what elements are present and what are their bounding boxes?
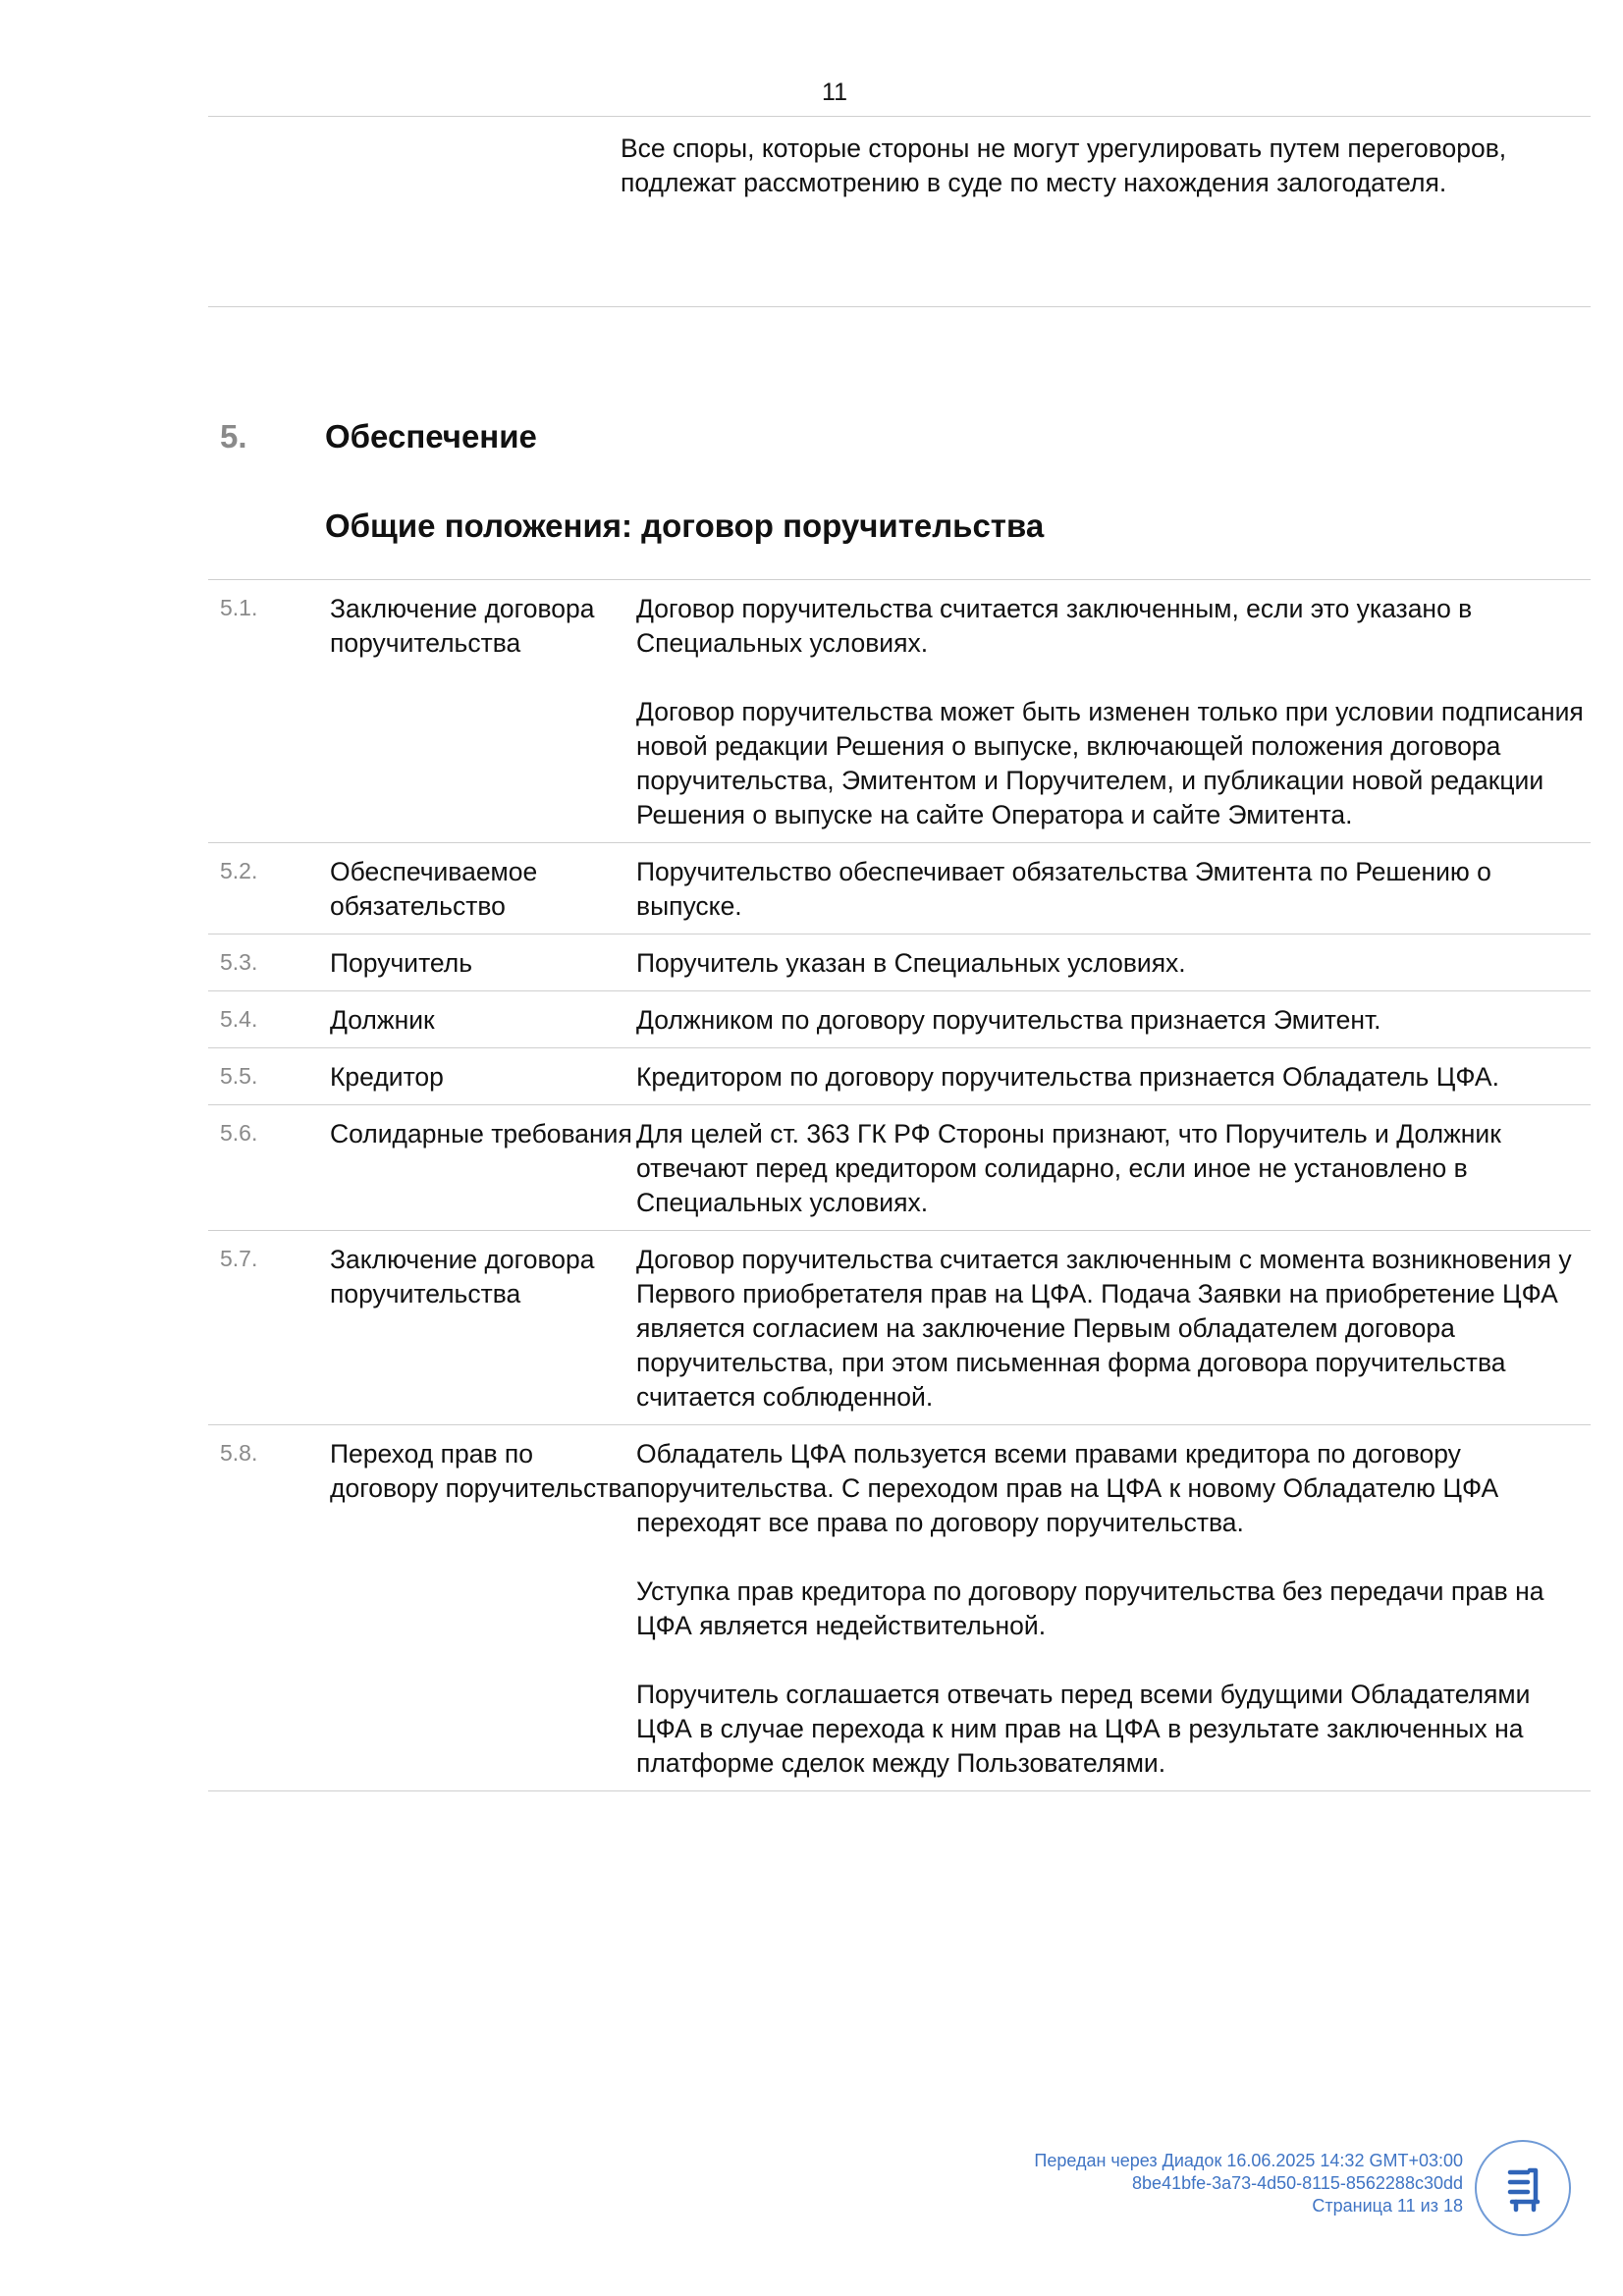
- clause-body: [636, 592, 1591, 832]
- clause-body: [636, 1060, 1591, 1095]
- clause-term: Кредитор: [330, 1062, 444, 1092]
- clause-row-5-3: [208, 934, 1591, 991]
- diadoc-stamp: [943, 2150, 1463, 2217]
- clause-term: Переход прав по договору поручительства: [330, 1439, 636, 1503]
- clause-paragraph: Поручительство обеспечивает обязательства Эмитента по Решению о выпуске.: [636, 857, 1491, 921]
- clause-term: Должник: [330, 1005, 435, 1035]
- stamp-transfer-line: Передан через Диадок 16.06.2025 14:32 GMT+03:00: [1034, 2151, 1463, 2170]
- clause-body: [636, 1437, 1591, 1781]
- clause-body: [636, 1243, 1591, 1415]
- clause-number: 5.4.: [220, 1006, 258, 1032]
- clause-paragraph: Договор поручительства считается заключенным, если это указано в Специальных условиях.: [636, 594, 1473, 658]
- clause-body: [636, 946, 1591, 981]
- section-title: Обеспечение: [325, 418, 537, 454]
- clause-paragraph: Должником по договору поручительства признается Эмитент.: [636, 1005, 1381, 1035]
- clause-paragraph: Договор поручительства считается заключенным с момента возникновения у Первого приобретателя прав на ЦФА. Подача Заявки на приобретение ЦФА является согласием на заключение Первым обладателем договора поручительства, при этом письменная форма договора поручительства считается соблюденной.: [636, 1245, 1572, 1412]
- clause-row-5-7: [208, 1231, 1591, 1425]
- clause-term: Заключение договора поручительства: [330, 1245, 595, 1308]
- clause-number: 5.8.: [220, 1440, 258, 1466]
- clause-row-5-5: [208, 1048, 1591, 1105]
- clause-paragraph: Для целей ст. 363 ГК РФ Стороны признают, что Поручитель и Должник отвечают перед кредитором солидарно, если иное не установлено в Специальных условиях.: [636, 1119, 1501, 1217]
- clause-number: 5.6.: [220, 1120, 258, 1146]
- clause-term: Заключение договора поручительства: [330, 594, 595, 658]
- diadoc-logo-icon: [1475, 2140, 1571, 2236]
- clause-paragraph: Обладатель ЦФА пользуется всеми правами кредитора по договору поручительства. С переходом прав на ЦФА к новому Обладателю ЦФА переходят все права по договору поручительства.: [636, 1439, 1499, 1537]
- clause-row-5-6: [208, 1105, 1591, 1231]
- clauses-table: [208, 579, 1591, 1791]
- subsection-title: Общие положения: договор поручительства: [325, 507, 1045, 544]
- clause-number: 5.5.: [220, 1063, 258, 1089]
- clause-row-5-1: [208, 579, 1591, 843]
- clause-paragraph: Поручитель соглашается отвечать перед всеми будущими Обладателями ЦФА в случае перехода к ним прав на ЦФА в результате заключенных на платформе сделок между Пользователями.: [636, 1680, 1531, 1778]
- section-divider: [208, 306, 1591, 307]
- clause-row-5-2: [208, 843, 1591, 934]
- clause-paragraph: Поручитель указан в Специальных условиях.: [636, 948, 1186, 978]
- clause-number: 5.2.: [220, 858, 258, 883]
- clause-body: [636, 1003, 1591, 1038]
- clause-term: Солидарные требования: [330, 1119, 632, 1148]
- clause-term: Поручитель: [330, 948, 473, 978]
- clause-number: 5.7.: [220, 1246, 258, 1271]
- clause-row-5-4: [208, 991, 1591, 1048]
- stamp-document-id: 8be41bfe-3a73-4d50-8115-8562288c30dd: [1132, 2173, 1463, 2193]
- carryover-paragraph: Все споры, которые стороны не могут урегулировать путем переговоров, подлежат рассмотрению в суде по месту нахождения залогодателя.: [621, 133, 1507, 197]
- stamp-page-count: Страница 11 из 18: [1312, 2196, 1463, 2216]
- clause-number: 5.1.: [220, 595, 258, 620]
- clause-number: 5.3.: [220, 949, 258, 975]
- clause-body: [636, 1117, 1591, 1220]
- clause-body: [636, 855, 1591, 924]
- top-divider: [208, 116, 1591, 117]
- diadoc-logo-icon-svg: [1477, 2142, 1569, 2234]
- clause-row-5-8: [208, 1425, 1591, 1791]
- clause-paragraph: Договор поручительства может быть изменен только при условии подписания новой редакции Решения о выпуске, включающей положения договора поручительства, Эмитентом и Поручителем, и публикации новой редакции Решения о выпуске на сайте Оператора и сайте Эмитента.: [636, 697, 1584, 829]
- clause-term: Обеспечиваемое обязательство: [330, 857, 538, 921]
- section-number: 5.: [220, 418, 247, 454]
- clause-paragraph: Кредитором по договору поручительства признается Обладатель ЦФА.: [636, 1062, 1499, 1092]
- page-number: 11: [822, 79, 847, 106]
- clause-paragraph: Уступка прав кредитора по договору поручительства без передачи прав на ЦФА является недействительной.: [636, 1576, 1544, 1640]
